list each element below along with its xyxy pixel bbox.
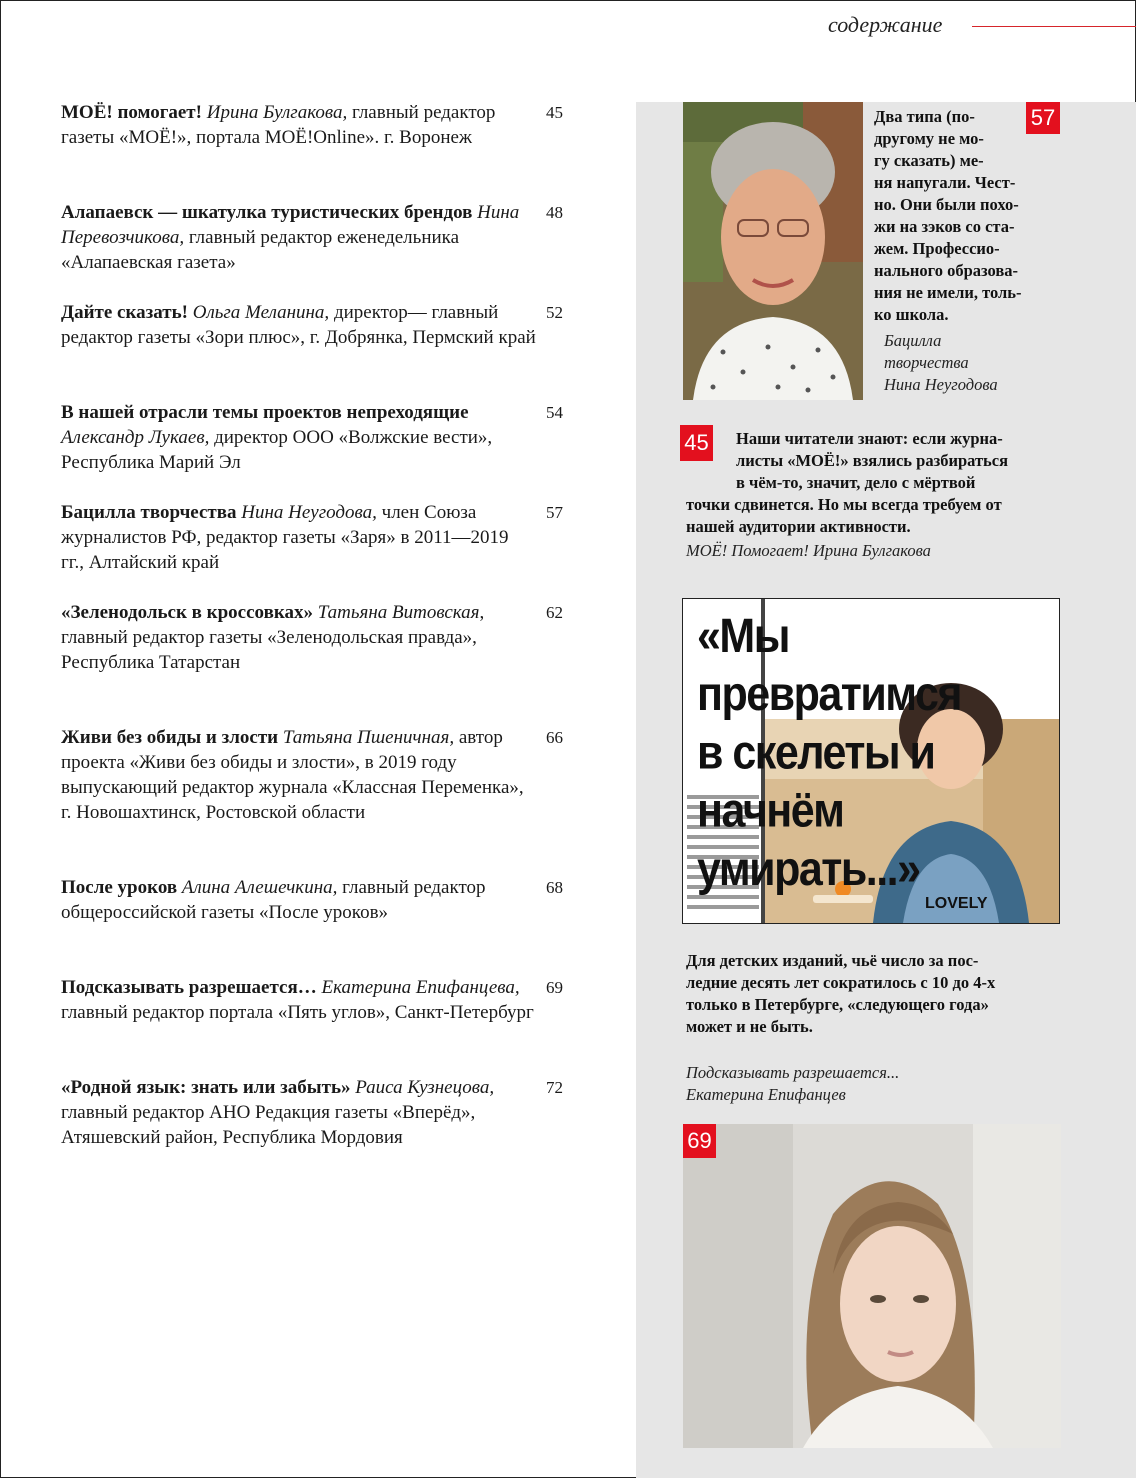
toc-title: В нашей отрасли темы проектов непреходящие [61,402,469,423]
toc-page-number: 66 [546,728,563,747]
source-line: Бацилла [884,331,942,350]
toc-author: Алина Алешечкина, [181,877,338,898]
toc-entry[interactable] [61,1075,571,1150]
toc-entry[interactable] [61,600,571,675]
toc-title: Живи без обиды и злости [61,727,279,748]
quote-57-source [884,330,998,396]
quote-line: листы «МОЁ!» взялись разбираться [736,451,1009,470]
toc-page-number: 69 [546,978,563,997]
toc-title: Дайте сказать! [61,302,188,323]
source-line: Подсказывать разрешается... [686,1063,900,1082]
toc-author: Нина Перевозчикова, [61,202,520,248]
portrait-young-woman-image [683,1124,1061,1448]
section-title-rule [972,26,1136,27]
clipping-headline-line: в скелеты и начнём [697,725,935,838]
clipping-headline [697,607,1057,898]
quote-line: ня напугали. Чест- [874,173,1016,192]
quote-line: жи на зэков со ста- [874,217,1015,236]
toc-page-number: 72 [546,1078,563,1097]
toc-title: МОЁ! помогает! [61,102,202,123]
toc-page-number: 62 [546,603,563,622]
toc-title: «Зеленодольск в кроссовках» [61,602,313,623]
quote-line: только в Петербурге, «следующего года» [686,995,989,1014]
quote-45 [736,428,1008,494]
page-badge-57: 57 [1026,102,1060,134]
quote-line: ния не имели, толь- [874,283,1022,302]
toc-desc: директор— главный редактор газеты «Зори плюс», г. Добрянка, Пермский край [61,302,536,348]
toc-page-number: 48 [546,203,563,222]
toc-title: Алапаевск — шкатулка туристических брендов [61,202,473,223]
toc-entry[interactable] [61,300,571,350]
quote-line: другому не мо- [874,129,984,148]
quote-line: жем. Профессио- [874,239,1000,258]
clipping-headline-line: умирать...» [697,842,920,896]
toc-title: Подсказывать разрешается… [61,977,317,998]
source-line: творчества [884,353,969,372]
quote-line: Для детских изданий, чьё число за пос- [686,951,979,970]
toc-desc: директор ООО «Волжские вести», Республика Марий Эл [61,427,493,473]
toc-title: «Родной язык: знать или забыть» [61,1077,351,1098]
quote-69-source [686,1062,899,1106]
toc-desc: , главный редактор газеты «Зеленодольская правда», Республика Татарстан [61,602,485,673]
section-title: содержание [828,12,943,37]
source-line: Нина Неугодова [884,375,998,394]
quote-line: гу сказать) ме- [874,151,984,170]
quote-line: в чём-то, значит, дело с мёртвой [736,473,976,492]
toc-desc: член Союза журналистов РФ, редактор газеты «Заря» в 2011—2019 гг., Алтайский край [61,502,509,573]
quote-45-continued [686,494,1002,538]
quote-line: ко школа. [874,305,949,324]
toc-desc: главный редактор АНО Редакция газеты «Вперёд», Атяшевский район, Республика Мордовия [61,1102,476,1148]
quote-line: нального образова- [874,261,1019,280]
toc-page-number: 52 [546,303,563,322]
toc-author: Раиса Кузнецова, [355,1077,495,1098]
page-badge-45: 45 [680,425,713,461]
toc-desc: главный редактор еженедельника «Алапаевская газета» [61,227,460,273]
newspaper-clipping [682,598,1060,924]
toc-entry[interactable] [61,875,571,925]
quote-line: может и не быть. [686,1017,813,1036]
toc-entry[interactable] [61,975,571,1025]
toc-entry[interactable] [61,200,571,275]
quote-57 [874,106,1022,326]
quote-line: но. Они были похо- [874,195,1019,214]
toc-page-number: 57 [546,503,563,522]
clipping-headline-line: «Мы превратимся [697,609,962,722]
portrait-woman-glasses-image [683,102,863,400]
toc-page-number: 68 [546,878,563,897]
quote-line: Наши читатели знают: если журна- [736,429,1003,448]
toc-author: Ирина Булгакова, [206,102,348,123]
toc-author: Екатерина Епифанцева, [321,977,520,998]
page-badge-69: 69 [683,1124,716,1158]
toc-entry[interactable] [61,400,571,475]
toc-page-number: 45 [546,103,563,122]
toc-entry[interactable] [61,500,571,575]
toc-desc: главный редактор газеты «МОЁ!», портала МОЁ!Online». г. Воронеж [61,102,496,148]
photo-nina-neugodova [683,102,863,400]
toc-author: Ольга Меланина, [192,302,330,323]
toc-desc: главный редактор портала «Пять углов», Санкт-Петербург [61,1002,534,1023]
quote-line: Два типа (по- [874,107,975,126]
clipping-tshirt-text: LOVELY [925,895,988,912]
quote-line: точки сдвинется. Но мы всегда требуем от [686,495,1002,514]
toc-title: Бацилла творчества [61,502,237,523]
toc-author: Нина Неугодова, [241,502,377,523]
toc-author: Татьяна Пшеничная, [282,727,455,748]
toc-entry[interactable] [61,725,571,825]
toc-title: После уроков [61,877,178,898]
toc-desc: автор проекта «Живи без обиды и злости», в 2019 году выпускающий редактор журнала «Классная Переменка», г. Новошахтинск, Ростовской области [61,727,524,823]
toc-author: Александр Лукаев, [61,427,210,448]
quote-45-source: МОЁ! Помогает! Ирина Булгакова [686,541,931,560]
photo-ekaterina-epifantseva [683,1124,1061,1448]
source-line: Екатерина Епифанцев [686,1085,846,1104]
toc-page-number: 54 [546,403,563,422]
quote-line: ледние десять лет сократилось с 10 до 4-х [686,973,996,992]
quote-69 [686,950,995,1038]
toc-author: Татьяна Витовская [317,602,480,623]
toc-entry[interactable] [61,100,571,150]
toc-desc: главный редактор общероссийской газеты «После уроков» [61,877,486,923]
quote-line: нашей аудитории активности. [686,517,911,536]
